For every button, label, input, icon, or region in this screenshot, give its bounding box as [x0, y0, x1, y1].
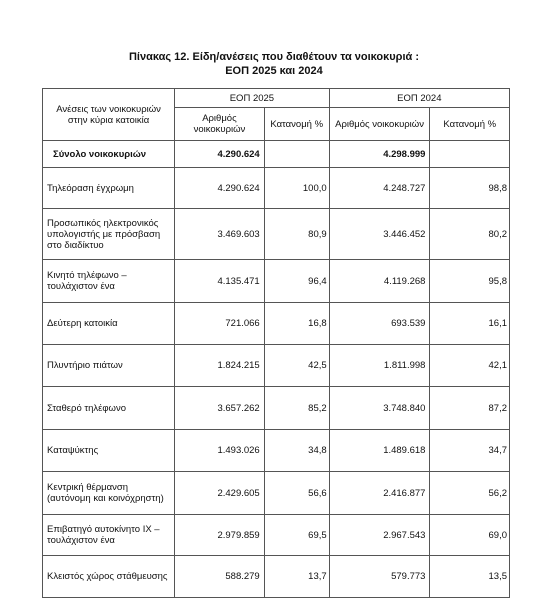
count-2025: 1.493.026 [175, 430, 265, 472]
pct-2024: 87,2 [430, 387, 510, 430]
pct-2025: 85,2 [264, 387, 329, 430]
total-pct-2024 [430, 141, 510, 168]
pct-2024: 95,8 [430, 260, 510, 303]
row-label: Κινητό τηλέφωνο – τουλάχιστον ένα [43, 260, 175, 303]
pct-2025: 34,8 [264, 430, 329, 472]
table-row [43, 303, 510, 345]
table-row [43, 430, 510, 472]
count-2025: 721.066 [175, 303, 265, 345]
table-row [43, 387, 510, 430]
pct-header-2025: Κατανομή % [264, 108, 329, 141]
count-2025: 2.979.859 [175, 515, 265, 556]
table-row [43, 472, 510, 515]
pct-2024: 42,1 [430, 345, 510, 387]
pct-2024: 69,0 [430, 515, 510, 556]
pct-2024: 98,8 [430, 168, 510, 209]
pct-2025: 80,9 [264, 209, 329, 260]
pct-2024: 34,7 [430, 430, 510, 472]
pct-2024: 16,1 [430, 303, 510, 345]
count-2024: 4.248.727 [329, 168, 430, 209]
group-header-2025: ΕΟΠ 2025 [175, 89, 330, 108]
total-count-2025: 4.290.624 [175, 141, 265, 168]
count-2024: 4.119.268 [329, 260, 430, 303]
count-2024: 1.489.618 [329, 430, 430, 472]
pct-header-2024: Κατανομή % [430, 108, 510, 141]
count-2024: 579.773 [329, 556, 430, 598]
total-pct-2025 [264, 141, 329, 168]
count-2024: 693.539 [329, 303, 430, 345]
row-label-header: Ανέσεις των νοικοκυριών στην κύρια κατοικία [43, 89, 175, 141]
title-line-2: ΕΟΠ 2025 και 2024 [225, 65, 323, 77]
pct-2025: 100,0 [264, 168, 329, 209]
count-2024: 3.748.840 [329, 387, 430, 430]
table-row [43, 260, 510, 303]
pct-2025: 13,7 [264, 556, 329, 598]
pct-2024: 13,5 [430, 556, 510, 598]
pct-2025: 69,5 [264, 515, 329, 556]
count-2025: 3.657.262 [175, 387, 265, 430]
row-label: Δεύτερη κατοικία [43, 303, 175, 345]
pct-2025: 56,6 [264, 472, 329, 515]
row-label: Πλυντήριο πιάτων [43, 345, 175, 387]
table-row [43, 556, 510, 598]
count-header-2025: Αριθμός νοικοκυριών [175, 108, 265, 141]
count-2025: 588.279 [175, 556, 265, 598]
table-row [43, 345, 510, 387]
count-2025: 4.135.471 [175, 260, 265, 303]
count-2025: 1.824.215 [175, 345, 265, 387]
count-2025: 2.429.605 [175, 472, 265, 515]
total-row [43, 141, 510, 168]
count-2024: 2.967.543 [329, 515, 430, 556]
title-line-1: Πίνακας 12. Είδη/ανέσεις που διαθέτουν τα νοικοκυριά : [128, 51, 420, 63]
count-2024: 1.811.998 [329, 345, 430, 387]
count-2024: 3.446.452 [329, 209, 430, 260]
row-label: Επιβατηγό αυτοκίνητο ΙΧ – τουλάχιστον ένα [43, 515, 175, 556]
row-label: Κλειστός χώρος στάθμευσης [43, 556, 175, 598]
row-label: Σταθερό τηλέφωνο [43, 387, 175, 430]
amenities-table [42, 88, 510, 598]
pct-2024: 80,2 [430, 209, 510, 260]
total-count-2024: 4.298.999 [329, 141, 430, 168]
pct-2025: 16,8 [264, 303, 329, 345]
row-label: Τηλεόραση έγχρωμη [43, 168, 175, 209]
row-label: Κεντρική θέρμανση (αυτόνομη και κοινόχρηστη) [43, 472, 175, 515]
pct-2024: 56,2 [430, 472, 510, 515]
count-2025: 3.469.603 [175, 209, 265, 260]
count-2025: 4.290.624 [175, 168, 265, 209]
table-row [43, 515, 510, 556]
total-label: Σύνολο νοικοκυριών [43, 141, 175, 168]
table-title [0, 50, 548, 78]
pct-2025: 42,5 [264, 345, 329, 387]
count-header-2024: Αριθμός νοικοκυριών [329, 108, 430, 141]
row-label: Καταψύκτης [43, 430, 175, 472]
table-row [43, 168, 510, 209]
pct-2025: 96,4 [264, 260, 329, 303]
group-header-2024: ΕΟΠ 2024 [329, 89, 509, 108]
row-label: Προσωπικός ηλεκτρονικός υπολογιστής με πρόσβαση στο διαδίκτυο [43, 209, 175, 260]
count-2024: 2.416.877 [329, 472, 430, 515]
table-row [43, 209, 510, 260]
